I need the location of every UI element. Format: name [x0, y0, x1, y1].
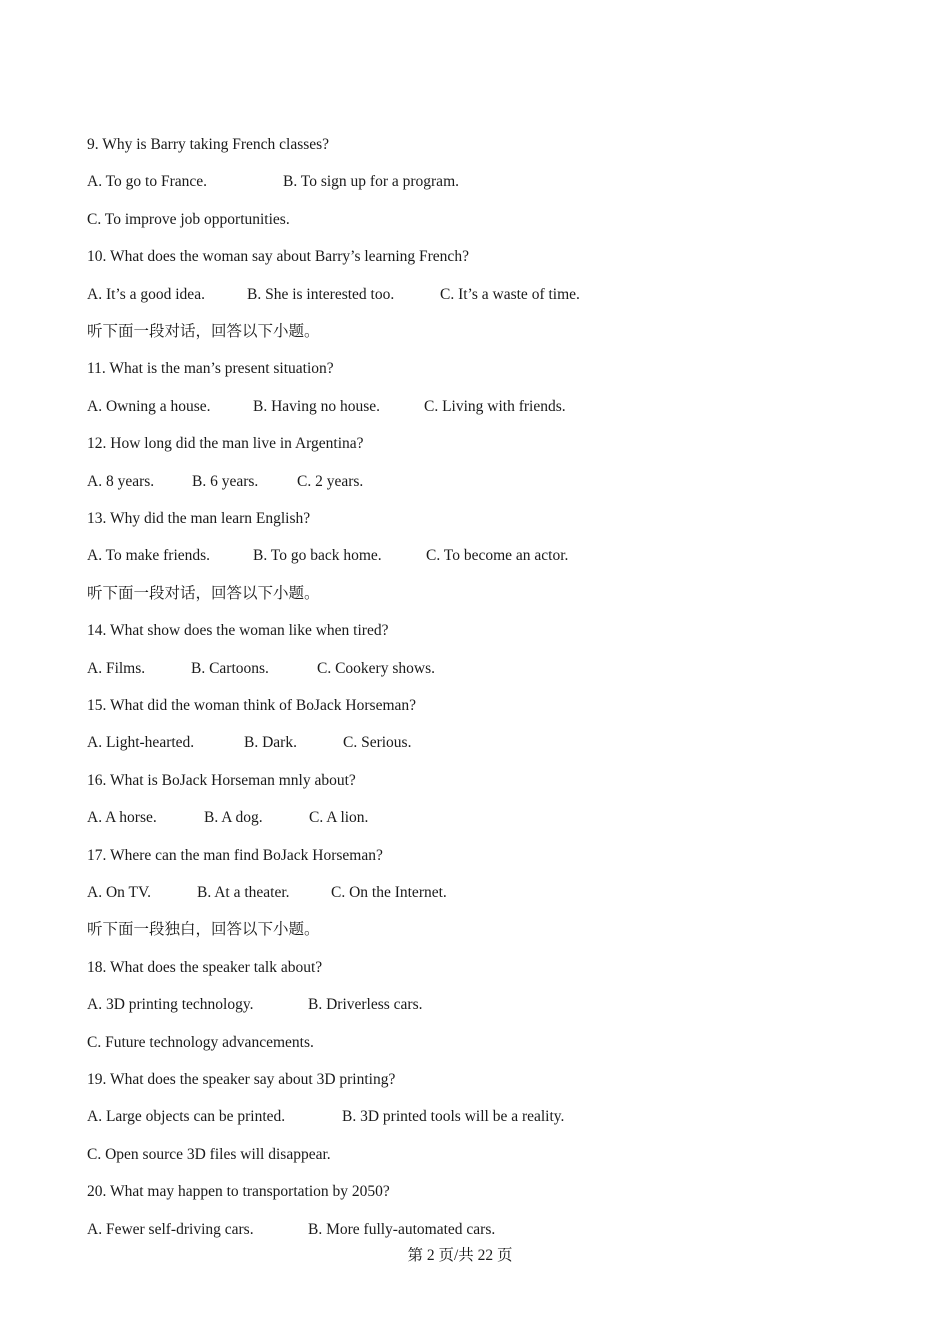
option-b: B. At a theater. — [197, 884, 290, 901]
page-footer — [0, 1246, 950, 1266]
option-a: A. On TV. — [87, 884, 152, 901]
option-a: A. A horse. — [87, 809, 157, 827]
question-text: 18. What does the speaker talk about? — [87, 958, 323, 976]
options-row — [87, 172, 887, 192]
question-text: 14. What show does the woman like when tired? — [87, 622, 389, 640]
question-text: 12. How long did the man live in Argentina? — [87, 435, 364, 453]
options-row — [87, 285, 887, 305]
option-b: B. Having no house. — [253, 397, 381, 415]
question-text: 11. What is the man’s present situation? — [87, 360, 334, 378]
option-a: A. 8 years. — [87, 472, 155, 490]
question-text: C. Open source 3D files will disappear. — [87, 1145, 331, 1163]
option-c: C. 2 years. — [297, 472, 364, 490]
option-a: A. Large objects can be printed. — [87, 1108, 286, 1126]
option-a: A. Films. — [87, 659, 146, 677]
option-c: C. Cookery shows. — [317, 659, 435, 677]
option-a: A. It’s a good idea. — [87, 285, 205, 303]
option-c: C. It’s a waste of time. — [440, 285, 580, 303]
options-row — [87, 808, 887, 828]
options-row — [87, 397, 887, 417]
option-b: B. 6 years. — [192, 472, 259, 490]
option-a: A. Owning a house. — [87, 397, 211, 415]
option-a: A. To go to France. — [87, 173, 208, 191]
option-c: C. On the Internet. — [331, 884, 447, 901]
option-b: B. Cartoons. — [191, 659, 269, 677]
option-b: B. To go back home. — [253, 547, 382, 565]
question-text: 9. Why is Barry taking French classes? — [87, 136, 330, 153]
question-text: 17. Where can the man find BoJack Horseman? — [87, 846, 383, 864]
question-text: 19. What does the speaker say about 3D printing? — [87, 1071, 396, 1088]
question-text: C. To improve job opportunities. — [87, 210, 290, 228]
question-text: C. Future technology advancements. — [87, 1033, 314, 1051]
question-text: 20. What may happen to transportation by 2050? — [87, 1183, 390, 1201]
options-row — [87, 995, 887, 1015]
option-c: C. Living with friends. — [424, 397, 566, 415]
option-a: A. Light-hearted. — [87, 734, 195, 752]
question-text: 16. What is BoJack Horseman mnly about? — [87, 771, 356, 789]
option-c: C. Serious. — [343, 734, 412, 752]
question-text: 15. What did the woman think of BoJack Horseman? — [87, 697, 417, 714]
question-text: 10. What does the woman say about Barry’s learning French? — [87, 248, 469, 266]
question-text: 13. Why did the man learn English? — [87, 510, 311, 527]
option-b: B. More fully-automated cars. — [308, 1220, 496, 1238]
option-a: A. Fewer self-driving cars. — [87, 1220, 254, 1238]
options-row — [87, 1107, 887, 1127]
option-b: B. To sign up for a program. — [283, 173, 459, 191]
options-row — [87, 883, 887, 903]
options-row — [87, 733, 887, 753]
section-instruction: 听下面一段独白，回答以下小题。 — [87, 921, 320, 939]
option-b: B. 3D printed tools will be a reality. — [342, 1108, 565, 1126]
option-c: C. A lion. — [309, 809, 369, 827]
option-b: B. Dark. — [244, 734, 297, 752]
option-c: C. To become an actor. — [426, 547, 569, 565]
section-instruction: 听下面一段对话，回答以下小题。 — [87, 323, 320, 340]
option-a: A. 3D printing technology. — [87, 996, 254, 1014]
options-row — [87, 546, 887, 566]
option-a: A. To make friends. — [87, 547, 211, 565]
options-row — [87, 659, 887, 679]
options-row — [87, 472, 887, 492]
section-instruction: 听下面一段对话，回答以下小题。 — [87, 584, 320, 602]
option-b: B. She is interested too. — [247, 285, 395, 303]
option-b: B. Driverless cars. — [308, 996, 423, 1014]
page-number: 第 2 页/共 22 页 — [407, 1247, 513, 1264]
options-row — [87, 1220, 887, 1240]
option-b: B. A dog. — [204, 809, 263, 827]
